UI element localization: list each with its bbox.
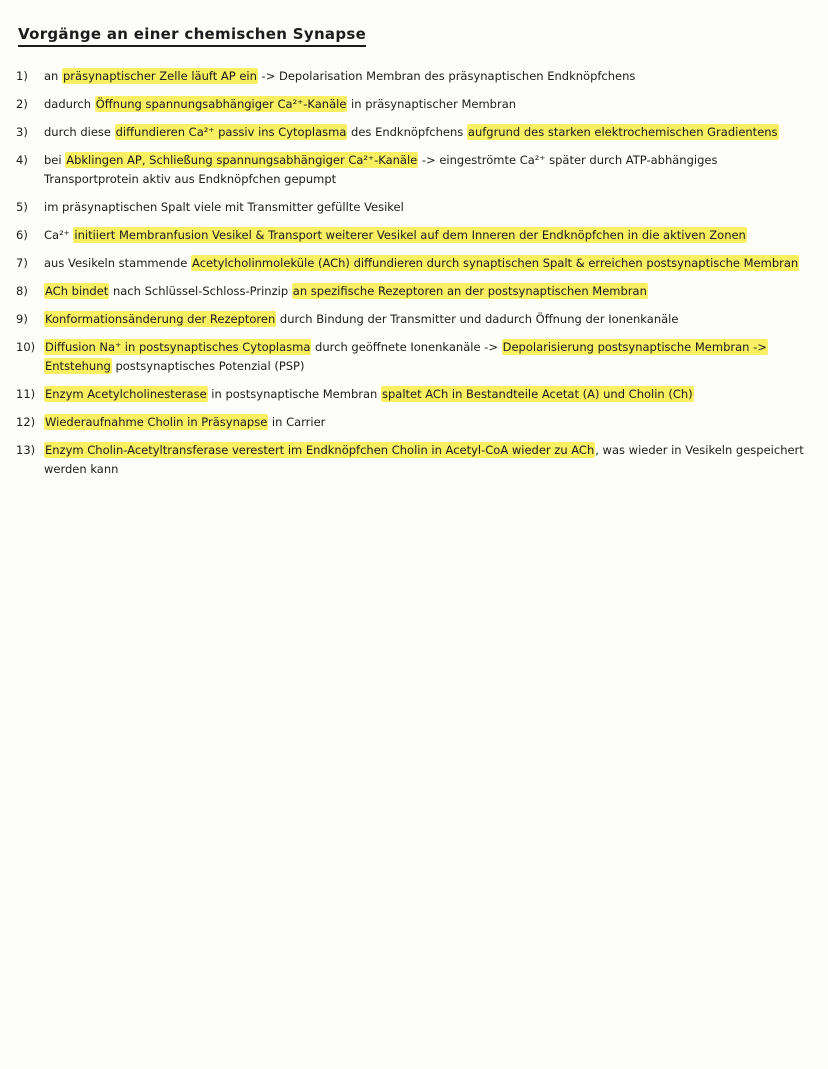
note-item <box>16 67 814 86</box>
note-item <box>16 413 814 432</box>
note-item <box>16 310 814 329</box>
item-number: 13) <box>16 442 36 457</box>
item-text <box>44 310 814 329</box>
note-item <box>16 338 814 376</box>
highlighted-text: Diffusion Na⁺ in postsynaptisches Cytoplasma <box>45 339 311 354</box>
note-item <box>16 441 814 479</box>
highlighted-text: spaltet ACh in Bestandteile Acetat (A) und Cholin (Ch) <box>381 386 693 401</box>
plain-text: in präsynaptischer Membran <box>347 96 517 111</box>
item-number: 5) <box>16 199 28 214</box>
item-number: 2) <box>16 96 28 111</box>
item-number: 6) <box>16 227 28 242</box>
item-number: 1) <box>16 69 28 83</box>
item-text <box>44 226 814 245</box>
plain-text: , was wieder in Vesikeln gespeichert werden kann <box>44 442 804 476</box>
highlighted-text: Depolarisierung postsynaptische Membran -> Entstehung <box>45 339 767 373</box>
plain-text: dadurch <box>44 96 95 111</box>
plain-text: im präsynaptischen Spalt viele mit Transmitter gefüllte Vesikel <box>44 199 404 214</box>
highlighted-text: Wiederaufnahme Cholin in Präsynapse <box>45 414 268 429</box>
note-item <box>16 198 814 217</box>
notes-list <box>16 67 814 479</box>
item-number: 8) <box>16 283 28 298</box>
note-item <box>16 123 814 142</box>
highlighted-text: diffundieren Ca²⁺ passiv ins Cytoplasma <box>115 124 347 139</box>
highlighted-text: Acetylcholinmoleküle (ACh) diffundieren durch synaptischen Spalt & erreichen postsynaptische Membran <box>192 255 799 270</box>
item-number: 9) <box>16 311 28 326</box>
note-item <box>16 254 814 273</box>
plain-text: durch diese <box>44 124 115 139</box>
highlighted-text: ACh bindet <box>45 283 109 298</box>
plain-text: postsynaptisches Potenzial (PSP) <box>111 358 305 373</box>
item-number: 12) <box>16 414 36 429</box>
plain-text: durch geöffnete Ionenkanäle -> <box>311 339 502 354</box>
note-item <box>16 95 814 114</box>
item-text <box>44 338 814 376</box>
highlighted-text: Öffnung spannungsabhängiger Ca²⁺-Kanäle <box>95 96 347 111</box>
item-text <box>44 385 814 404</box>
plain-text: Ca²⁺ <box>44 227 74 242</box>
note-item <box>16 282 814 301</box>
item-number: 4) <box>16 152 28 167</box>
item-number: 7) <box>16 255 28 270</box>
item-number: 11) <box>16 386 36 401</box>
note-item <box>16 226 814 245</box>
page-title: Vorgänge an einer chemischen Synapse <box>18 25 366 47</box>
highlighted-text: Enzym Cholin-Acetyltransferase verestert im Endknöpfchen Cholin in Acetyl-CoA wieder zu ACh <box>45 442 595 457</box>
item-text <box>44 413 814 432</box>
highlighted-text: Abklingen AP, Schließung spannungsabhängiger Ca²⁺-Kanäle <box>66 152 418 167</box>
plain-text: -> eingeströmte Ca²⁺ später durch ATP-abhängiges Transportprotein aktiv aus Endknöpfchen gepumpt <box>44 152 718 186</box>
highlighted-text: präsynaptischer Zelle läuft AP ein <box>63 69 257 83</box>
item-text <box>44 123 814 142</box>
item-text <box>44 441 814 479</box>
highlighted-text: Konformationsänderung der Rezeptoren <box>45 311 276 326</box>
plain-text: bei <box>44 152 66 167</box>
plain-text: an <box>44 69 62 83</box>
plain-text: nach Schlüssel-Schloss-Prinzip <box>109 283 292 298</box>
highlighted-text: aufgrund des starken elektrochemischen Gradientens <box>467 124 778 139</box>
highlighted-text: initiiert Membranfusion Vesikel & Transport weiterer Vesikel auf dem Inneren der Endknöpfchen in die aktiven Zonen <box>74 227 746 242</box>
plain-text: in Carrier <box>268 414 326 429</box>
item-text <box>44 151 814 189</box>
highlighted-text: Enzym Acetylcholinesterase <box>45 386 207 401</box>
item-number: 10) <box>16 339 36 354</box>
item-text <box>44 254 814 273</box>
highlighted-text: an spezifische Rezeptoren an der postsynaptischen Membran <box>292 283 647 298</box>
note-item <box>16 151 814 189</box>
item-text <box>44 67 814 86</box>
item-text <box>44 282 814 301</box>
note-item <box>16 385 814 404</box>
plain-text: in postsynaptische Membran <box>207 386 381 401</box>
plain-text: aus Vesikeln stammende <box>44 255 192 270</box>
plain-text: des Endknöpfchens <box>347 124 467 139</box>
item-text <box>44 198 814 217</box>
plain-text: -> Depolarisation Membran des präsynaptischen Endknöpfchens <box>257 69 636 83</box>
item-text <box>44 95 814 114</box>
plain-text: durch Bindung der Transmitter und dadurch Öffnung der Ionenkanäle <box>276 311 679 326</box>
item-number: 3) <box>16 124 28 139</box>
